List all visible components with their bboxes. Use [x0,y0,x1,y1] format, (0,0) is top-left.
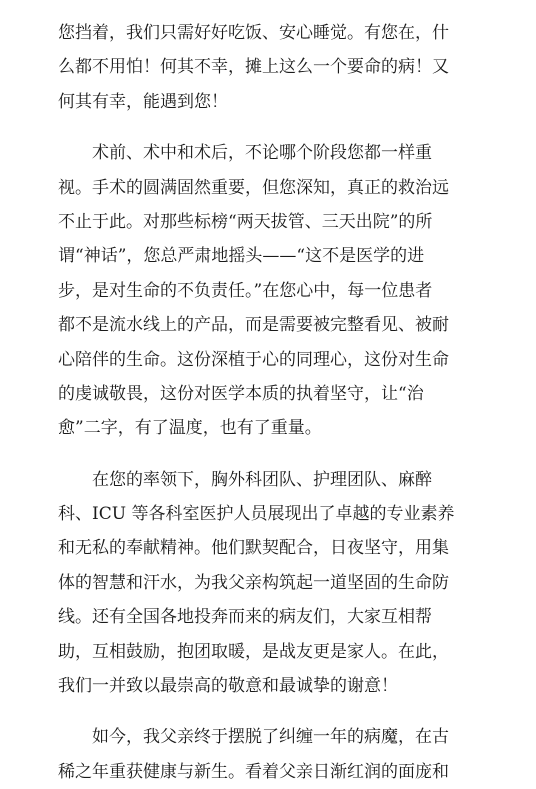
paragraph-1 [58,16,476,119]
paragraph-gap [58,119,476,136]
paragraph-gap [58,703,476,720]
text-line: 步，是对生命的不负责任。”在您心中，每一位患者 [58,280,433,301]
text-line: 如今，我父亲终于摆脱了纠缠一年的病魔，在古 [58,727,449,748]
text-line: 您挡着，我们只需好好吃饭、安心睡觉。有您在，什 [58,23,449,43]
paragraph-gap [58,446,476,463]
paragraph-2 [58,136,476,446]
text-line: 的虔诚敬畏，这份对医学本质的执着坚守，让“治 [58,383,424,404]
text-line: 视。手术的圆满固然重要，但您深知，真正的救治远 [58,177,449,198]
text-line: 么都不用怕！何其不幸，摊上这么一个要命的病！又 [58,57,449,78]
text-line: 我们一并致以最崇高的敬意和最诚挚的谢意！ [58,676,398,697]
text-line: 稀之年重获健康与新生。看着父亲日渐红润的面庞和 [58,761,449,782]
text-line: 体的智慧和汗水，为我父亲构筑起一道坚固的生命防 [58,572,449,593]
text-line: 在您的率领下，胸外科团队、护理团队、麻醉 [58,469,432,490]
text-line: 和无私的奉献精神。他们默契配合，日夜坚守，用集 [58,538,449,559]
text-line: 何其有幸，能遇到您！ [58,91,228,112]
paragraph-3 [58,463,476,704]
text-line: 术前、术中和术后，不论哪个阶段您都一样重 [58,143,432,164]
text-line: 线。还有全国各地投奔而来的病友们，大家互相帮 [58,607,432,628]
text-line: 心陪伴的生命。这份深植于心的同理心，这份对生命 [58,349,449,370]
text-line: 助，互相鼓励，抱团取暖，是战友更是家人。在此， [58,641,449,662]
text-line: 科、ICU 等各科室医护人员展现出了卓越的专业素养 [58,504,455,525]
paragraph-4 [58,720,476,789]
text-line: 谓“神话”，您总严肃地摇头——“这不是医学的进 [58,246,425,267]
text-line: 不止于此。对那些标榜“两天拔管、三天出院”的所 [58,211,433,232]
text-line: 都不是流水线上的产品，而是需要被完整看见、被耐 [58,315,449,336]
letter-body [58,16,476,789]
text-line: 愈”二字，有了温度，也有了重量。 [58,418,322,439]
